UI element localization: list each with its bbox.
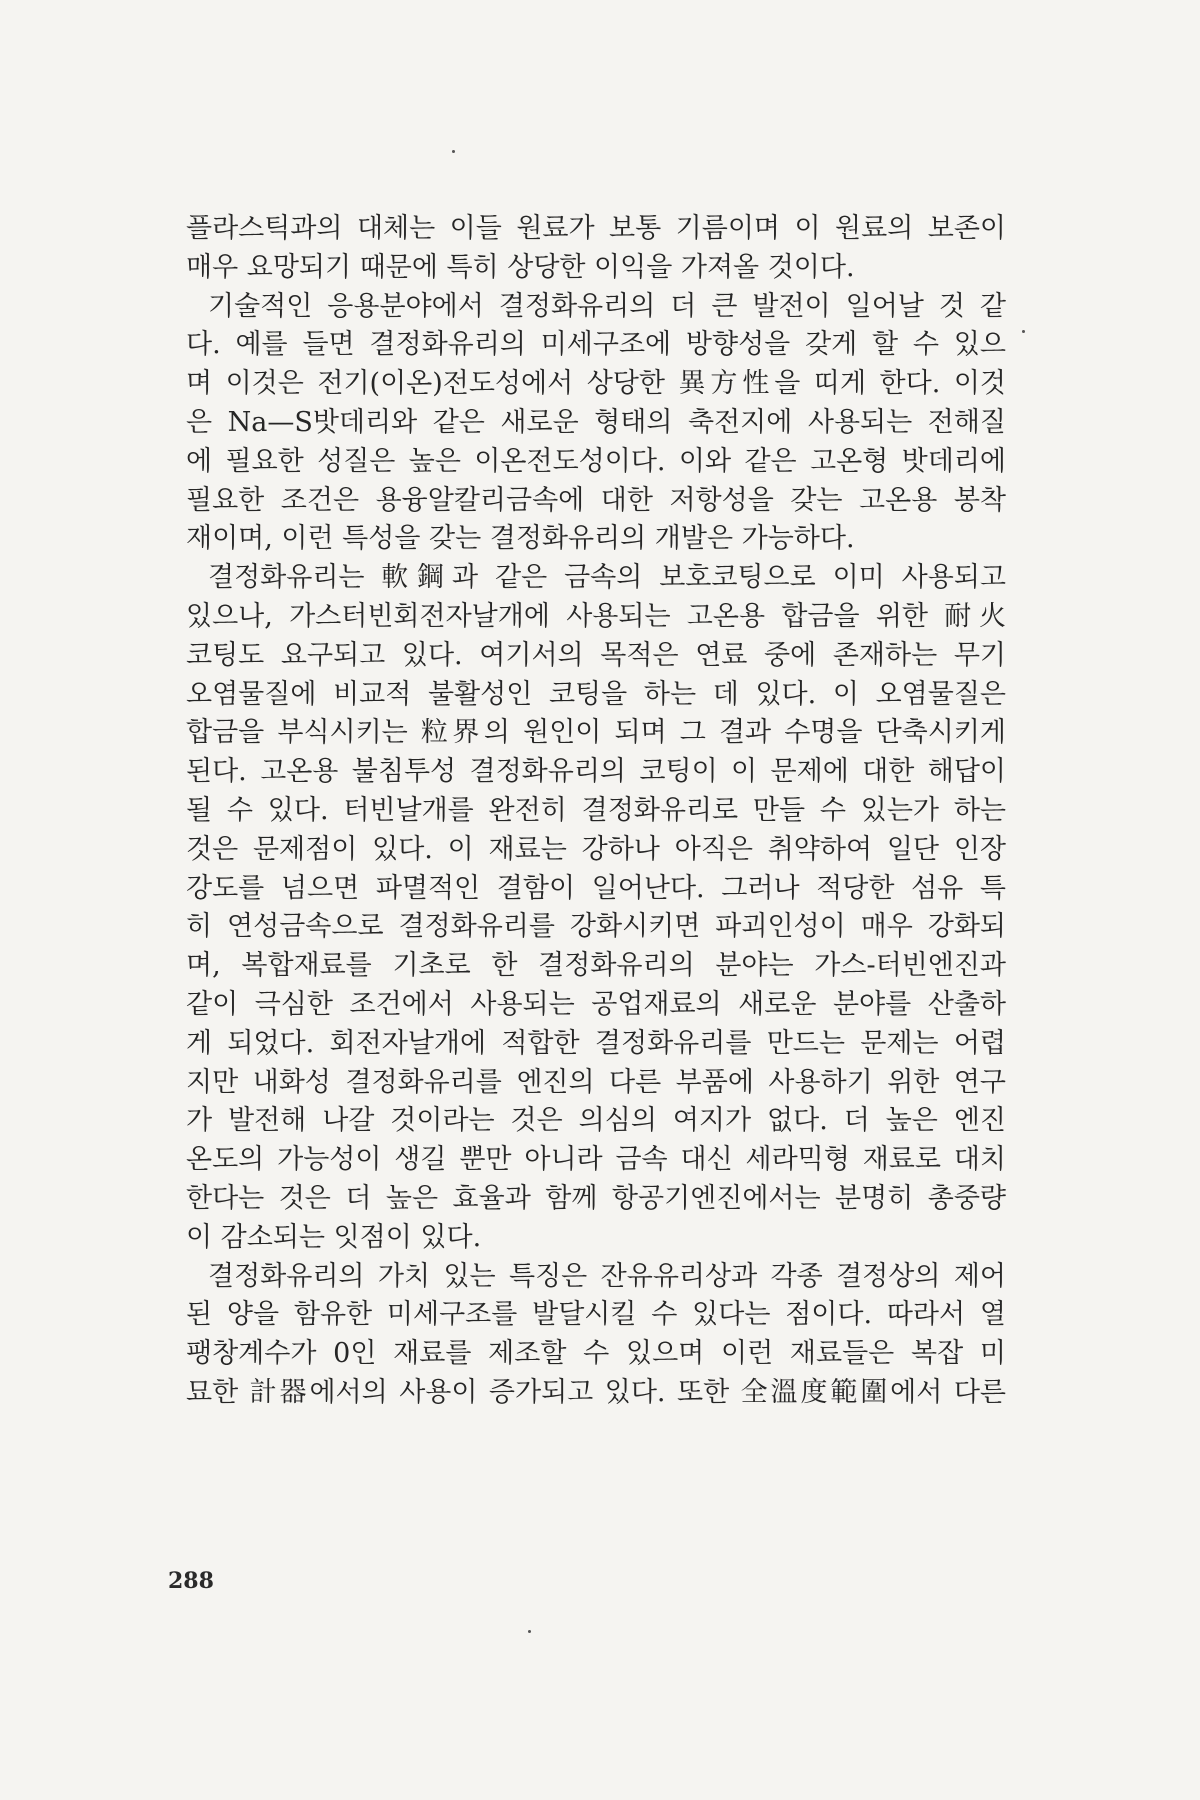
scan-speck xyxy=(528,1630,531,1633)
text-line: 될 수 있다. 터빈날개를 완전히 결정화유리로 만들 수 있는가 하는 xyxy=(186,794,1006,826)
text-line: 필요한 조건은 용융알칼리금속에 대한 저항성을 갖는 고온용 봉착 xyxy=(186,484,1006,516)
text-line: 있으나, 가스터빈회전자날개에 사용되는 고온용 합금을 위한 耐火 xyxy=(186,600,1006,632)
text-line: 은 Na—S밧데리와 같은 새로운 형태의 축전지에 사용되는 전해질 xyxy=(186,406,1006,438)
text-line: 결정화유리는 軟鋼과 같은 금속의 보호코팅으로 이미 사용되고 xyxy=(208,562,1006,594)
scan-speck xyxy=(1022,330,1025,333)
text-line: 오염물질에 비교적 불활성인 코팅을 하는 데 있다. 이 오염물질은 xyxy=(186,678,1006,710)
page-number: 288 xyxy=(168,1568,214,1594)
text-line: 에 필요한 성질은 높은 이온전도성이다. 이와 같은 고온형 밧데리에 xyxy=(186,445,1006,477)
text-line: 다. 예를 들면 결정화유리의 미세구조에 방향성을 갖게 할 수 있으 xyxy=(186,329,1006,361)
scan-speck xyxy=(452,150,455,153)
text-line: 같이 극심한 조건에서 사용되는 공업재료의 새로운 분야를 산출하 xyxy=(186,988,1006,1020)
text-line: 팽창계수가 0인 재료를 제조할 수 있으며 이런 재료들은 복잡 미 xyxy=(186,1338,1006,1370)
text-line: 된다. 고온용 불침투성 결정화유리의 코팅이 이 문제에 대한 해답이 xyxy=(186,756,1006,788)
text-line: 결정화유리의 가치 있는 특징은 잔유유리상과 각종 결정상의 제어 xyxy=(208,1260,1006,1292)
text-line: 합금을 부식시키는 粒界의 원인이 되며 그 결과 수명을 단축시키게 xyxy=(186,717,1006,749)
text-line: 가 발전해 나갈 것이라는 것은 의심의 여지가 없다. 더 높은 엔진 xyxy=(186,1105,1006,1137)
text-line: 지만 내화성 결정화유리를 엔진의 다른 부품에 사용하기 위한 연구 xyxy=(186,1066,1006,1098)
text-line: 것은 문제점이 있다. 이 재료는 강하나 아직은 취약하여 일단 인장 xyxy=(186,833,1006,865)
text-line: 플라스틱과의 대체는 이들 원료가 보통 기름이며 이 원료의 보존이 xyxy=(186,213,1006,244)
text-line: 이 감소되는 잇점이 있다. xyxy=(186,1221,482,1253)
text-line: 매우 요망되기 때문에 특히 상당한 이익을 가져올 것이다. xyxy=(186,251,855,283)
text-line: 게 되었다. 회전자날개에 적합한 결정화유리를 만드는 문제는 어렵 xyxy=(186,1027,1006,1059)
text-line: 묘한 計器에서의 사용이 증가되고 있다. 또한 全溫度範圍에서 다른 xyxy=(186,1376,1006,1408)
text-line: 며, 복합재료를 기초로 한 결정화유리의 분야는 가스-터빈엔진과 xyxy=(186,950,1006,982)
text-line: 온도의 가능성이 생길 뿐만 아니라 금속 대신 세라믹형 재료로 대치 xyxy=(186,1144,1006,1176)
text-line: 코팅도 요구되고 있다. 여기서의 목적은 연료 중에 존재하는 무기 xyxy=(186,639,1006,671)
text-line: 한다는 것은 더 높은 효율과 함께 항공기엔진에서는 분명히 총중량 xyxy=(186,1182,1006,1214)
text-line: 기술적인 응용분야에서 결정화유리의 더 큰 발전이 일어날 것 같 xyxy=(208,290,1006,322)
text-line: 재이며, 이런 특성을 갖는 결정화유리의 개발은 가능하다. xyxy=(186,523,855,555)
text-line: 된 양을 함유한 미세구조를 발달시킬 수 있다는 점이다. 따라서 열 xyxy=(186,1299,1006,1331)
text-line: 히 연성금속으로 결정화유리를 강화시키면 파괴인성이 매우 강화되 xyxy=(186,911,1006,943)
body-text xyxy=(186,210,1006,1413)
text-line: 강도를 넘으면 파멸적인 결함이 일어난다. 그러나 적당한 섬유 특 xyxy=(186,872,1006,904)
text-line: 며 이것은 전기(이온)전도성에서 상당한 異方性을 띠게 한다. 이것 xyxy=(186,368,1006,400)
